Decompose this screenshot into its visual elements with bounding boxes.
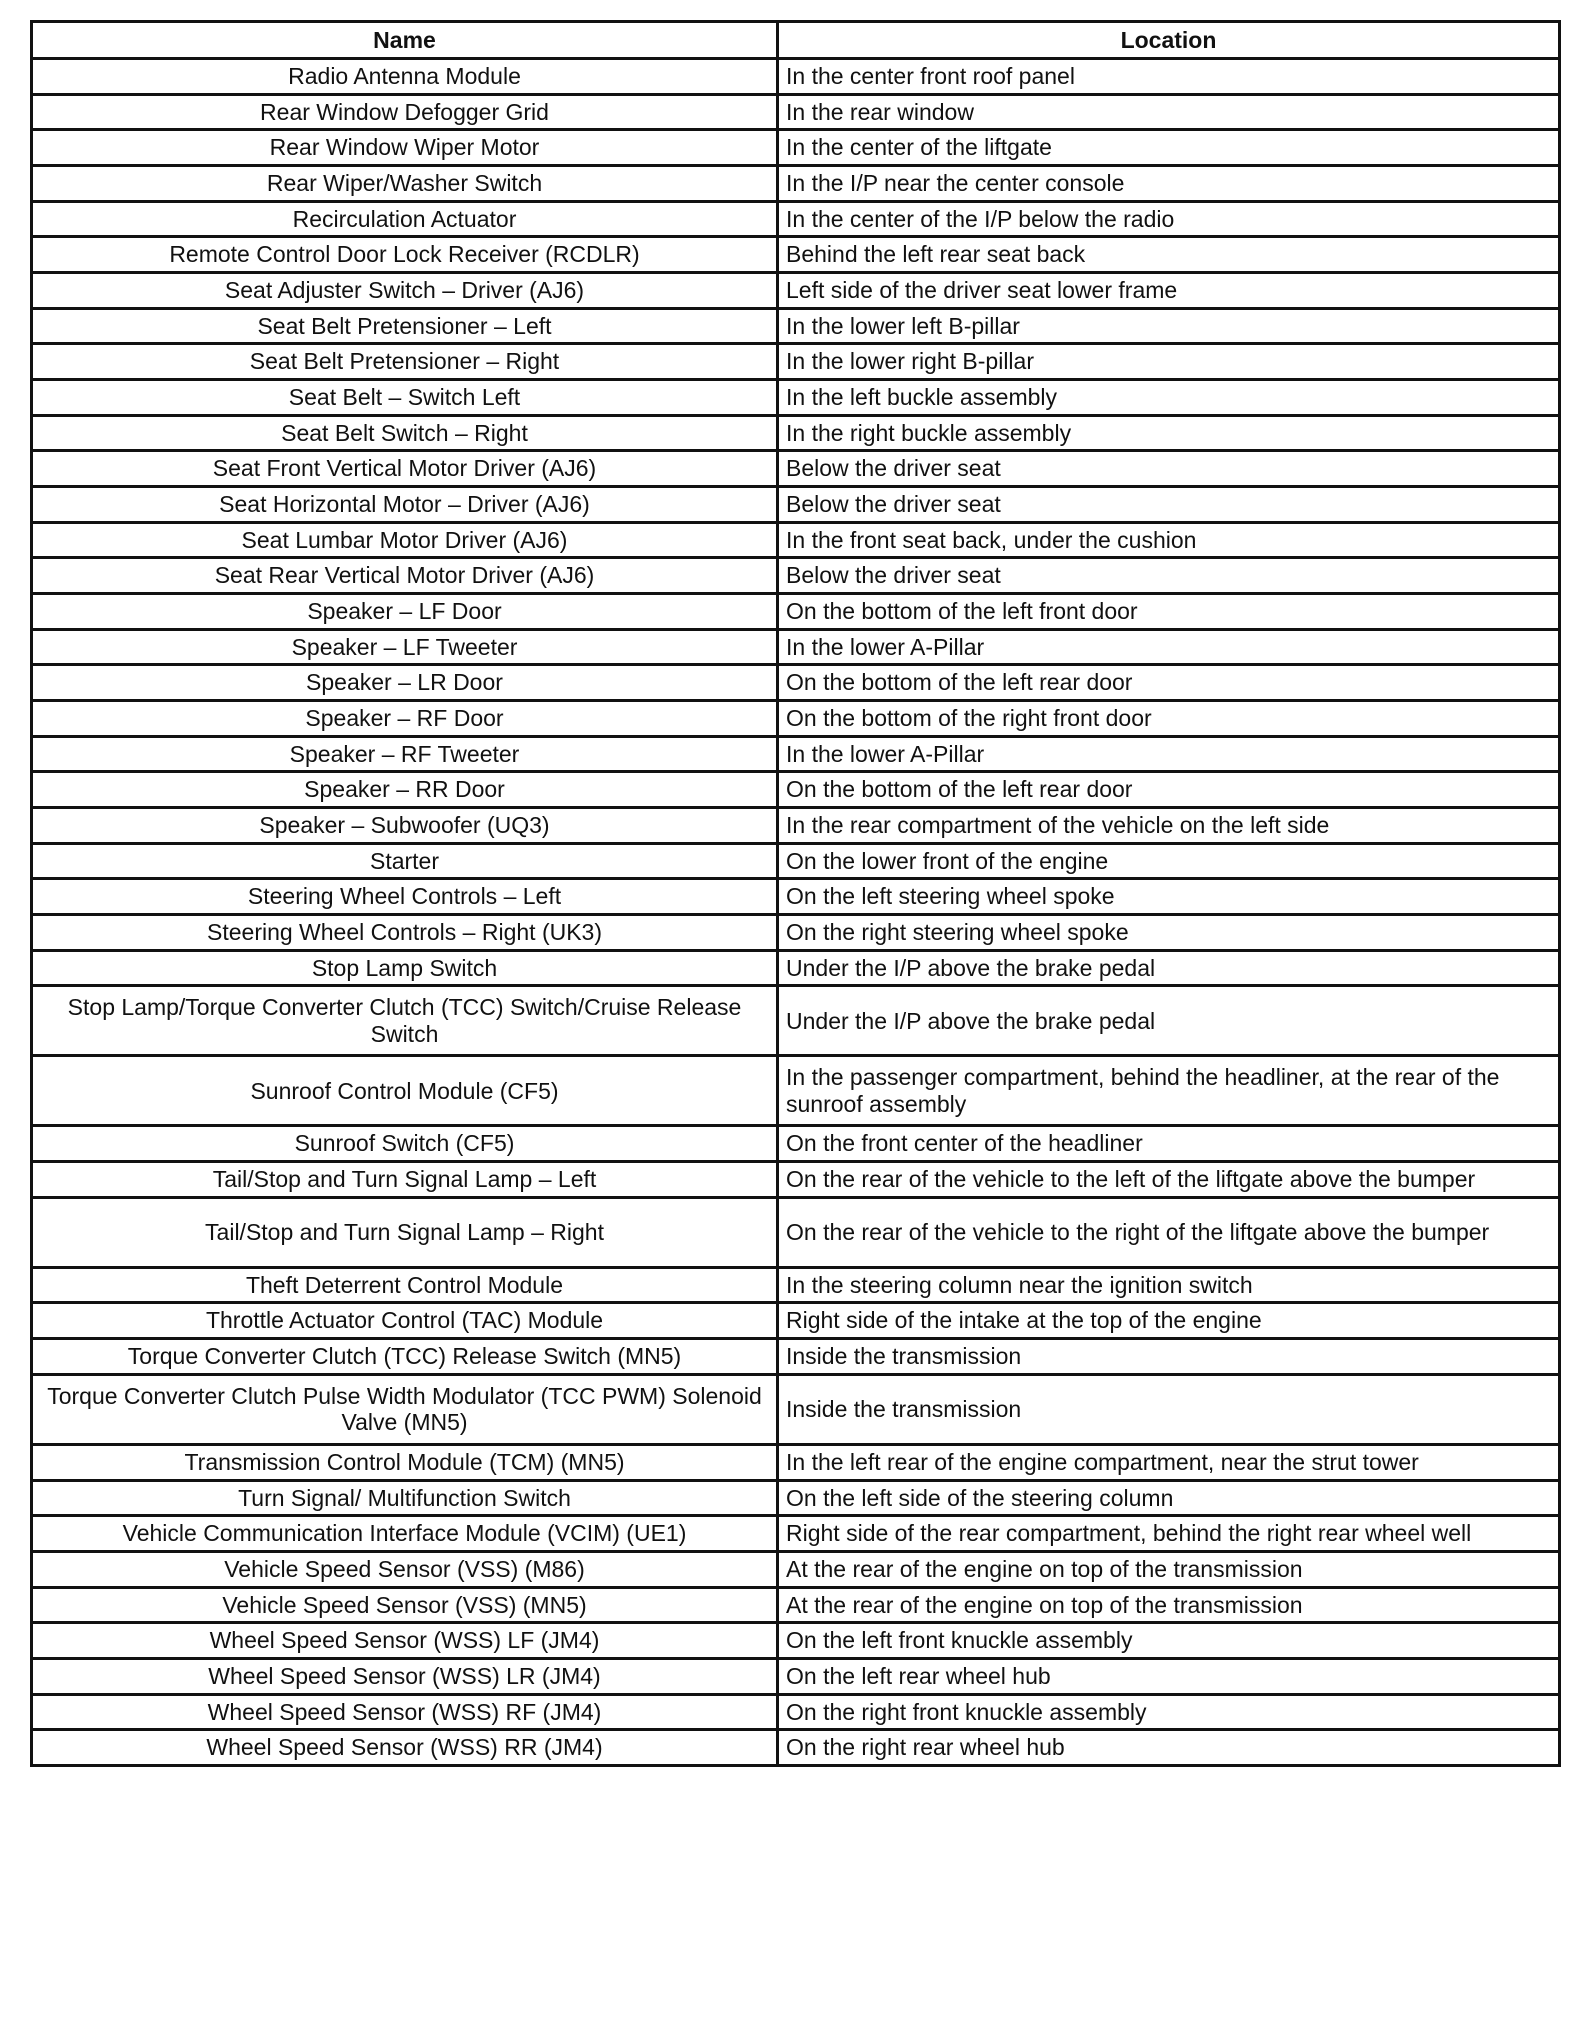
table-row [32, 487, 1560, 523]
component-name-cell: Wheel Speed Sensor (WSS) LF (JM4) [32, 1623, 778, 1659]
table-row [32, 237, 1560, 273]
component-location-cell: On the right rear wheel hub [778, 1730, 1560, 1766]
table-row [32, 1730, 1560, 1766]
component-location-cell: Behind the left rear seat back [778, 237, 1560, 273]
component-name-cell: Wheel Speed Sensor (WSS) LR (JM4) [32, 1658, 778, 1694]
table-row [32, 344, 1560, 380]
table-row [32, 201, 1560, 237]
table-row [32, 1551, 1560, 1587]
table-row [32, 1162, 1560, 1198]
component-name-cell: Seat Front Vertical Motor Driver (AJ6) [32, 451, 778, 487]
component-location-cell: On the left front knuckle assembly [778, 1623, 1560, 1659]
component-location-cell: Below the driver seat [778, 558, 1560, 594]
component-location-cell: Under the I/P above the brake pedal [778, 950, 1560, 986]
component-location-cell: At the rear of the engine on top of the transmission [778, 1551, 1560, 1587]
component-location-cell: In the center of the I/P below the radio [778, 201, 1560, 237]
table-row [32, 1658, 1560, 1694]
component-name-cell: Radio Antenna Module [32, 59, 778, 95]
component-name-cell: Starter [32, 843, 778, 879]
table-row [32, 1374, 1560, 1444]
table-row [32, 1516, 1560, 1552]
component-name-cell: Stop Lamp Switch [32, 950, 778, 986]
component-location-cell: On the bottom of the right front door [778, 701, 1560, 737]
table-header [32, 22, 1560, 59]
component-location-cell: On the bottom of the left front door [778, 594, 1560, 630]
component-name-cell: Speaker – RF Door [32, 701, 778, 737]
table-row [32, 772, 1560, 808]
component-location-cell: In the I/P near the center console [778, 166, 1560, 202]
component-name-cell: Torque Converter Clutch Pulse Width Modulator (TCC PWM) Solenoid Valve (MN5) [32, 1374, 778, 1444]
component-name-cell: Wheel Speed Sensor (WSS) RR (JM4) [32, 1730, 778, 1766]
component-name-cell: Rear Wiper/Washer Switch [32, 166, 778, 202]
component-location-cell: In the left rear of the engine compartment, near the strut tower [778, 1444, 1560, 1480]
table-row [32, 130, 1560, 166]
component-location-cell: At the rear of the engine on top of the transmission [778, 1587, 1560, 1623]
component-location-cell: In the steering column near the ignition switch [778, 1267, 1560, 1303]
component-name-cell: Speaker – LF Door [32, 594, 778, 630]
table-row [32, 701, 1560, 737]
table-row [32, 665, 1560, 701]
component-name-cell: Speaker – Subwoofer (UQ3) [32, 808, 778, 844]
component-location-cell: In the center of the liftgate [778, 130, 1560, 166]
component-name-cell: Seat Belt Pretensioner – Left [32, 308, 778, 344]
component-location-cell: In the lower right B-pillar [778, 344, 1560, 380]
table-row [32, 1339, 1560, 1375]
component-name-cell: Seat Belt Switch – Right [32, 415, 778, 451]
component-name-cell: Speaker – RF Tweeter [32, 736, 778, 772]
component-location-cell: On the bottom of the left rear door [778, 772, 1560, 808]
component-name-cell: Transmission Control Module (TCM) (MN5) [32, 1444, 778, 1480]
component-location-cell: Below the driver seat [778, 487, 1560, 523]
component-location-cell: In the lower A-Pillar [778, 629, 1560, 665]
component-location-cell: In the left buckle assembly [778, 380, 1560, 416]
component-name-cell: Vehicle Communication Interface Module (VCIM) (UE1) [32, 1516, 778, 1552]
component-location-cell: On the bottom of the left rear door [778, 665, 1560, 701]
component-name-cell: Throttle Actuator Control (TAC) Module [32, 1303, 778, 1339]
component-location-cell: In the lower A-Pillar [778, 736, 1560, 772]
component-location-cell: Right side of the intake at the top of the engine [778, 1303, 1560, 1339]
component-name-cell: Remote Control Door Lock Receiver (RCDLR) [32, 237, 778, 273]
component-name-cell: Seat Horizontal Motor – Driver (AJ6) [32, 487, 778, 523]
table-row [32, 1623, 1560, 1659]
component-location-cell: Below the driver seat [778, 451, 1560, 487]
component-name-cell: Seat Belt – Switch Left [32, 380, 778, 416]
component-location-cell: In the right buckle assembly [778, 415, 1560, 451]
table-row [32, 451, 1560, 487]
component-location-cell: Left side of the driver seat lower frame [778, 273, 1560, 309]
component-name-cell: Sunroof Control Module (CF5) [32, 1056, 778, 1126]
table-row [32, 1056, 1560, 1126]
table-row [32, 94, 1560, 130]
component-name-cell: Speaker – LF Tweeter [32, 629, 778, 665]
component-name-cell: Tail/Stop and Turn Signal Lamp – Left [32, 1162, 778, 1198]
table-row [32, 843, 1560, 879]
component-name-cell: Torque Converter Clutch (TCC) Release Switch (MN5) [32, 1339, 778, 1375]
table-row [32, 1480, 1560, 1516]
component-name-cell: Seat Belt Pretensioner – Right [32, 344, 778, 380]
table-row [32, 879, 1560, 915]
component-location-cell: In the center front roof panel [778, 59, 1560, 95]
component-name-cell: Speaker – LR Door [32, 665, 778, 701]
component-location-cell: In the rear window [778, 94, 1560, 130]
table-row [32, 1267, 1560, 1303]
table-row [32, 736, 1560, 772]
component-name-cell: Stop Lamp/Torque Converter Clutch (TCC) Switch/Cruise Release Switch [32, 986, 778, 1056]
component-name-cell: Vehicle Speed Sensor (VSS) (M86) [32, 1551, 778, 1587]
component-name-cell: Steering Wheel Controls – Right (UK3) [32, 915, 778, 951]
component-name-cell: Seat Rear Vertical Motor Driver (AJ6) [32, 558, 778, 594]
component-location-cell: On the rear of the vehicle to the left of the liftgate above the bumper [778, 1162, 1560, 1198]
table-row [32, 415, 1560, 451]
table-row [32, 1694, 1560, 1730]
column-header-name: Name [32, 22, 778, 59]
component-location-cell: On the left steering wheel spoke [778, 879, 1560, 915]
table-row [32, 808, 1560, 844]
component-name-cell: Wheel Speed Sensor (WSS) RF (JM4) [32, 1694, 778, 1730]
table-row [32, 558, 1560, 594]
component-location-cell: In the lower left B-pillar [778, 308, 1560, 344]
component-location-cell: In the front seat back, under the cushion [778, 522, 1560, 558]
component-name-cell: Rear Window Defogger Grid [32, 94, 778, 130]
table-row [32, 308, 1560, 344]
header-row [32, 22, 1560, 59]
component-name-cell: Sunroof Switch (CF5) [32, 1126, 778, 1162]
component-location-cell: On the left side of the steering column [778, 1480, 1560, 1516]
table-row [32, 950, 1560, 986]
table-row [32, 1303, 1560, 1339]
component-location-cell: In the passenger compartment, behind the headliner, at the rear of the sunroof assembly [778, 1056, 1560, 1126]
table-row [32, 986, 1560, 1056]
component-location-cell: On the left rear wheel hub [778, 1658, 1560, 1694]
component-name-cell: Seat Adjuster Switch – Driver (AJ6) [32, 273, 778, 309]
table-row [32, 1197, 1560, 1267]
component-location-cell: Inside the transmission [778, 1374, 1560, 1444]
component-location-cell: Right side of the rear compartment, behind the right rear wheel well [778, 1516, 1560, 1552]
component-name-cell: Rear Window Wiper Motor [32, 130, 778, 166]
component-location-cell: In the rear compartment of the vehicle on the left side [778, 808, 1560, 844]
table-row [32, 594, 1560, 630]
component-name-cell: Tail/Stop and Turn Signal Lamp – Right [32, 1197, 778, 1267]
table-row [32, 629, 1560, 665]
component-name-cell: Seat Lumbar Motor Driver (AJ6) [32, 522, 778, 558]
component-name-cell: Theft Deterrent Control Module [32, 1267, 778, 1303]
table-row [32, 59, 1560, 95]
table-row [32, 522, 1560, 558]
component-location-table [30, 20, 1561, 1767]
component-location-cell: Under the I/P above the brake pedal [778, 986, 1560, 1056]
component-location-cell: On the right front knuckle assembly [778, 1694, 1560, 1730]
component-location-cell: On the right steering wheel spoke [778, 915, 1560, 951]
table-row [32, 380, 1560, 416]
component-location-cell: On the lower front of the engine [778, 843, 1560, 879]
table-row [32, 273, 1560, 309]
component-name-cell: Steering Wheel Controls – Left [32, 879, 778, 915]
component-location-cell: Inside the transmission [778, 1339, 1560, 1375]
table-row [32, 166, 1560, 202]
table-body [32, 59, 1560, 1766]
component-name-cell: Recirculation Actuator [32, 201, 778, 237]
component-location-cell: On the front center of the headliner [778, 1126, 1560, 1162]
table-row [32, 1126, 1560, 1162]
component-name-cell: Vehicle Speed Sensor (VSS) (MN5) [32, 1587, 778, 1623]
table-row [32, 1587, 1560, 1623]
table-row [32, 1444, 1560, 1480]
component-location-cell: On the rear of the vehicle to the right of the liftgate above the bumper [778, 1197, 1560, 1267]
column-header-location: Location [778, 22, 1560, 59]
component-name-cell: Speaker – RR Door [32, 772, 778, 808]
table-row [32, 915, 1560, 951]
component-name-cell: Turn Signal/ Multifunction Switch [32, 1480, 778, 1516]
